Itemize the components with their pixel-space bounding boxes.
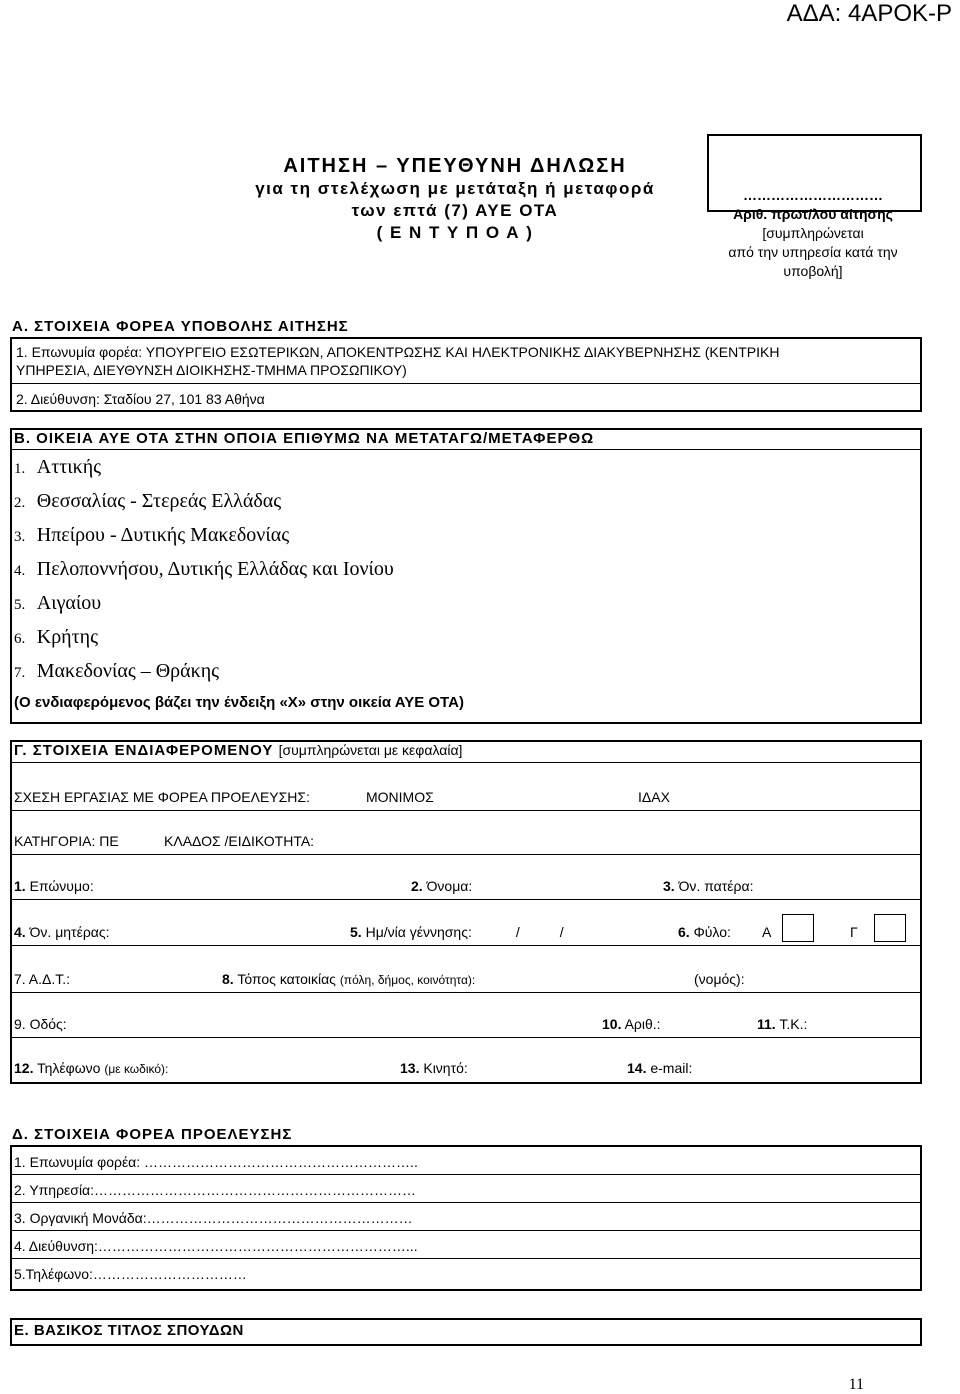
ote-list-item[interactable]: 2. Θεσσαλίας - Στερεάς Ελλάδας	[14, 490, 282, 512]
protocol-note-2: από την υπηρεσία κατά την	[728, 244, 898, 260]
email-field[interactable]: 14. e-mail:	[627, 1060, 693, 1076]
residence-field[interactable]: 8. Τόπος κατοικίας (πόλη, δήμος, κοινότητα):	[222, 971, 476, 987]
section-b-heading: Β. ΟΙΚΕΙΑ ΑΥΕ ΟΤΑ ΣΤΗΝ ΟΠΟΙΑ ΕΠΙΘΥΜΩ ΝΑ ΜΕΤΑΤΑΓΩ/ΜΕΤΑΦΕΡΘΩ	[14, 430, 595, 447]
divider	[12, 449, 920, 450]
protocol-caption	[700, 186, 926, 281]
branch-label: ΚΛΑΔΟΣ /ΕΙΔΙΚΟΤΗΤΑ:	[164, 833, 315, 849]
ote-list-item[interactable]: 6. Κρήτης	[14, 626, 99, 648]
street-number-field[interactable]: 10. Αριθ.:	[602, 1016, 661, 1032]
category-label: ΚΑΤΗΓΟΡΙΑ: ΠΕ	[14, 833, 119, 849]
section-b	[10, 428, 922, 724]
employment-relation-label: ΣΧΕΣΗ ΕΡΓΑΣΙΑΣ ΜΕ ΦΟΡΕΑ ΠΡΟΕΛΕΥΣΗΣ:	[14, 789, 310, 805]
title-line-2: για τη στελέχωση με μετάταξη ή μεταφορά	[255, 179, 655, 198]
ote-list-item[interactable]: 1. Αττικής	[14, 456, 102, 478]
section-a-item-2: 2. Διεύθυνση: Σταδίου 27, 101 83 Αθήνα	[16, 391, 265, 407]
section-d	[10, 1145, 922, 1291]
page-number: 11	[848, 1376, 864, 1393]
idax-option[interactable]: ΙΔΑΧ	[638, 789, 670, 805]
section-c	[10, 740, 922, 1084]
title-line-4: ( Ε Ν Τ Υ Π Ο Α )	[376, 223, 534, 242]
permanent-option[interactable]: ΜΟΝΙΜΟΣ	[366, 789, 434, 805]
divider	[12, 1174, 920, 1175]
divider	[12, 1202, 920, 1203]
divider	[12, 1037, 920, 1038]
gender-field: 6. Φύλο:	[678, 924, 731, 940]
phone-field[interactable]: 12. Τηλέφωνο (με κωδικό):	[14, 1060, 169, 1076]
title-line-1: ΑΙΤΗΣΗ – ΥΠΕΥΘΥΝΗ ΔΗΛΩΣΗ	[283, 155, 627, 177]
mobile-field[interactable]: 13. Κινητό:	[400, 1060, 468, 1076]
origin-address-field[interactable]: 4. Διεύθυνση:…………………………………………………………...	[14, 1238, 418, 1254]
mother-name-field[interactable]: 4. Όν. μητέρας:	[14, 924, 110, 940]
section-a-item-1b: ΥΠΗΡΕΣΙΑ, ΔΙΕΥΘΥΝΣΗ ΔΙΟΙΚΗΣΗΣ-ΤΜΗΜΑ ΠΡΟΣΩΠΙΚΟΥ)	[16, 362, 407, 378]
ada-code: ΑΔΑ: 4ΑΡΟΚ-Ρ	[786, 0, 952, 27]
male-checkbox[interactable]	[782, 914, 814, 942]
name-field[interactable]: 2. Όνομα:	[411, 878, 473, 894]
divider	[12, 762, 920, 763]
divider	[12, 992, 920, 993]
protocol-note-3: υποβολή]	[783, 263, 843, 279]
divider	[12, 945, 920, 946]
divider	[12, 899, 920, 900]
street-field[interactable]: 9. Οδός:	[14, 1016, 67, 1032]
origin-service-field[interactable]: 2. Υπηρεσία:……………………………………………………………	[14, 1182, 417, 1198]
section-a-heading: Α. ΣΤΟΙΧΕΙΑ ΦΟΡΕΑ ΥΠΟΒΟΛΗΣ ΑΙΤΗΣΗΣ	[12, 318, 349, 335]
section-a	[10, 337, 922, 412]
protocol-label: Αριθ. πρωτ/λου αίτησης	[733, 206, 893, 222]
divider	[12, 1230, 920, 1231]
section-a-item-1a: 1. Επωνυμία φορέα: ΥΠΟΥΡΓΕΙΟ ΕΣΩΤΕΡΙΚΩΝ, ΑΠΟΚΕΝΤΡΩΣΗΣ ΚΑΙ ΗΛΕΚΤΡΟΝΙΚΗΣ ΔΙΑΚΥΒΕΡΝΗΣΗΣ (ΚΕΝΤΡΙΚΗ	[16, 344, 780, 360]
origin-name-field[interactable]: 1. Επωνυμία φορέα: …………………………………………………..	[14, 1154, 418, 1170]
divider	[12, 810, 920, 811]
section-e-heading: Ε. ΒΑΣΙΚΟΣ ΤΙΤΛΟΣ ΣΠΟΥΔΩΝ	[14, 1322, 244, 1339]
id-card-field[interactable]: 7. Α.Δ.Τ.:	[14, 971, 71, 987]
ote-list-item[interactable]: 7. Μακεδονίας – Θράκης	[14, 660, 220, 682]
prefecture-field[interactable]: (νομός):	[694, 971, 745, 987]
form-title	[210, 155, 700, 244]
section-d-heading: Δ. ΣΤΟΙΧΕΙΑ ΦΟΡΕΑ ΠΡΟΕΛΕΥΣΗΣ	[12, 1126, 293, 1143]
origin-phone-field[interactable]: 5.Τηλέφωνο:……………………………	[14, 1266, 247, 1282]
male-label: Α	[762, 924, 772, 940]
title-line-3: των επτά (7) ΑΥΕ ΟΤΑ	[351, 201, 559, 220]
section-e	[10, 1318, 922, 1346]
section-c-heading: Γ. ΣΤΟΙΧΕΙΑ ΕΝΔΙΑΦΕΡΟΜΕΝΟΥ [συμπληρώνεται με κεφαλαία]	[14, 742, 463, 759]
divider	[12, 383, 920, 384]
protocol-note-1: [συμπληρώνεται	[762, 225, 864, 241]
divider	[12, 854, 920, 855]
divider	[12, 1258, 920, 1259]
section-b-note: (Ο ενδιαφερόμενος βάζει την ένδειξη «Χ» στην οικεία ΑΥΕ ΟΤΑ)	[14, 694, 464, 711]
ote-list-item[interactable]: 3. Ηπείρου - Δυτικής Μακεδονίας	[14, 524, 290, 546]
ote-list-item[interactable]: 5. Αιγαίου	[14, 592, 102, 614]
surname-field[interactable]: 1. Επώνυμο:	[14, 878, 94, 894]
protocol-dots: …………………………	[743, 187, 883, 203]
birth-date-field[interactable]: 5. Ημ/νία γέννησης: / /	[350, 924, 564, 940]
father-name-field[interactable]: 3. Όν. πατέρα:	[663, 878, 754, 894]
ote-list-item[interactable]: 4. Πελοποννήσου, Δυτικής Ελλάδας και Ιονίου	[14, 558, 394, 580]
female-label: Γ	[850, 924, 858, 940]
postal-code-field[interactable]: 11. Τ.Κ.:	[757, 1016, 808, 1032]
female-checkbox[interactable]	[874, 914, 906, 942]
origin-unit-field[interactable]: 3. Οργανική Μονάδα:…………………………………………………	[14, 1210, 413, 1226]
